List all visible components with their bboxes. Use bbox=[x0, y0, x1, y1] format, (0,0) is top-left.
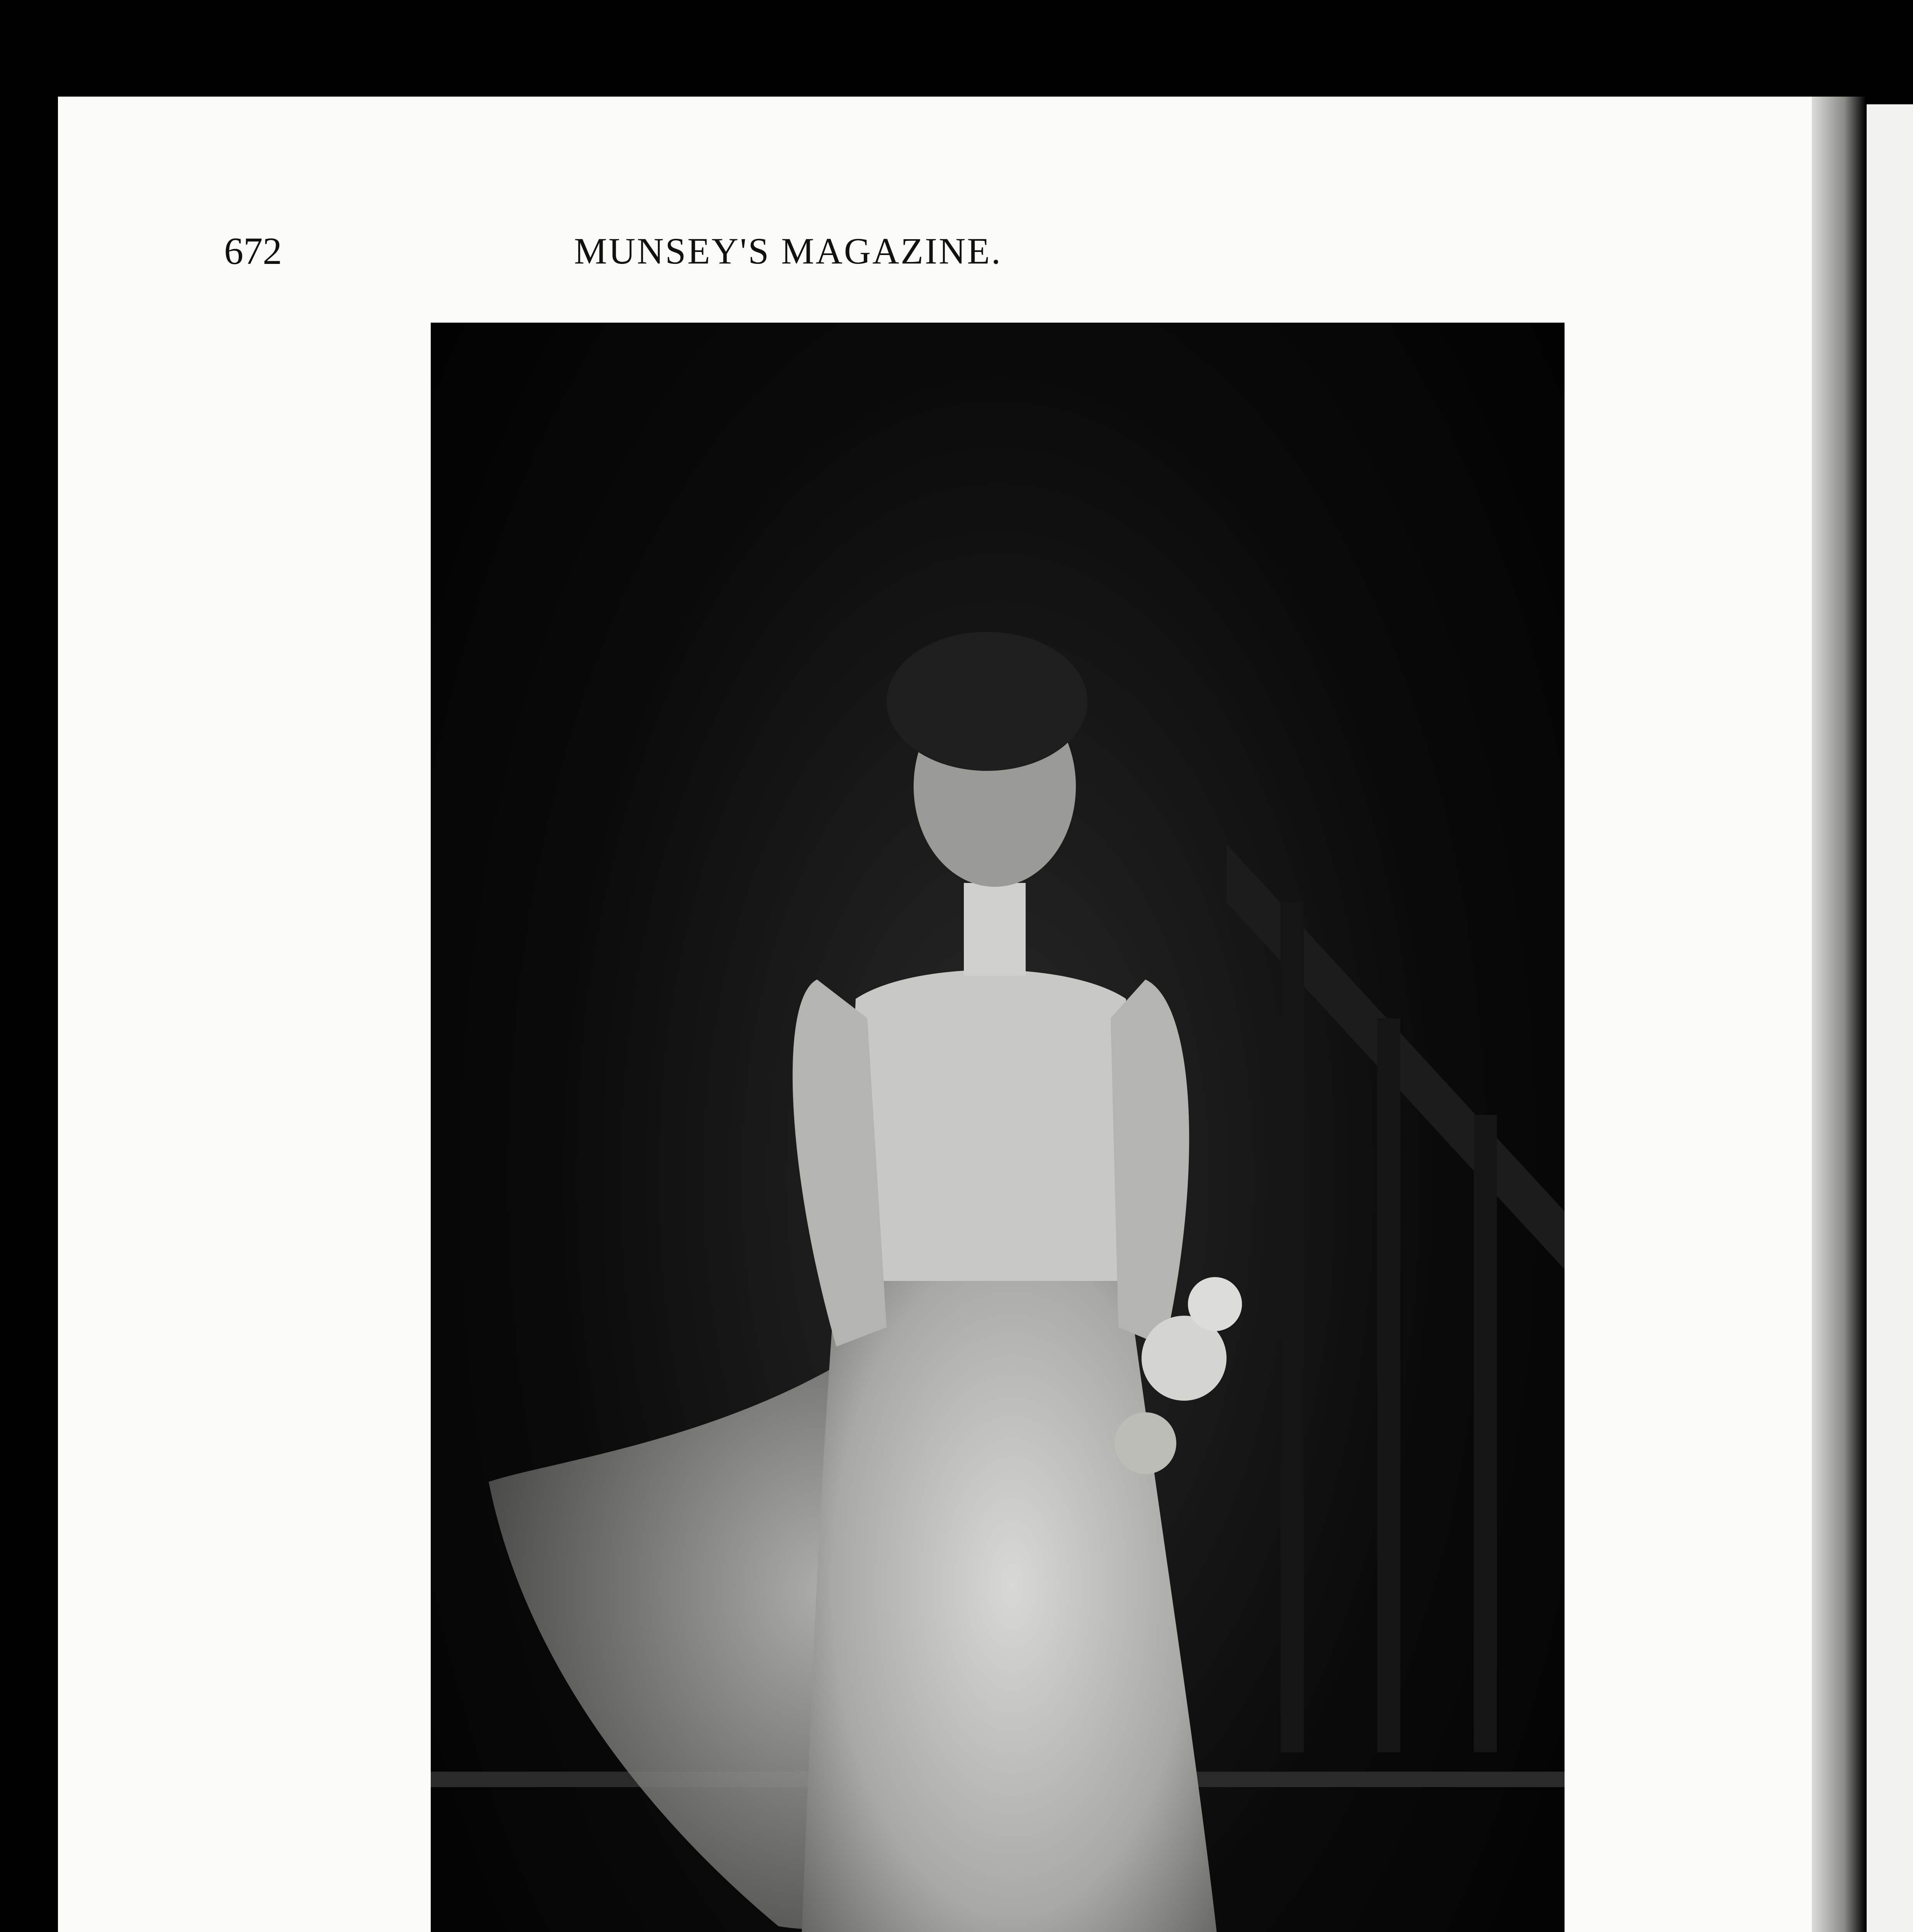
dress-bodice bbox=[844, 970, 1126, 1281]
high-collar bbox=[964, 883, 1026, 976]
page-header bbox=[224, 228, 1252, 274]
facing-page-edge bbox=[1867, 104, 1913, 1932]
flower-bouquet bbox=[1188, 1277, 1242, 1331]
running-title: MUNSEY'S MAGAZINE. bbox=[574, 230, 1002, 272]
book-gutter bbox=[1812, 97, 1866, 1932]
hair bbox=[887, 632, 1087, 771]
page-number: 672 bbox=[224, 230, 282, 272]
baluster bbox=[1377, 1018, 1400, 1752]
flower-bouquet bbox=[1115, 1412, 1176, 1474]
baluster bbox=[1474, 1115, 1497, 1752]
right-sleeve bbox=[1111, 980, 1189, 1347]
portrait-photograph-icon bbox=[431, 323, 1565, 1932]
baluster bbox=[1281, 902, 1304, 1752]
portrait-photograph bbox=[431, 323, 1565, 1932]
